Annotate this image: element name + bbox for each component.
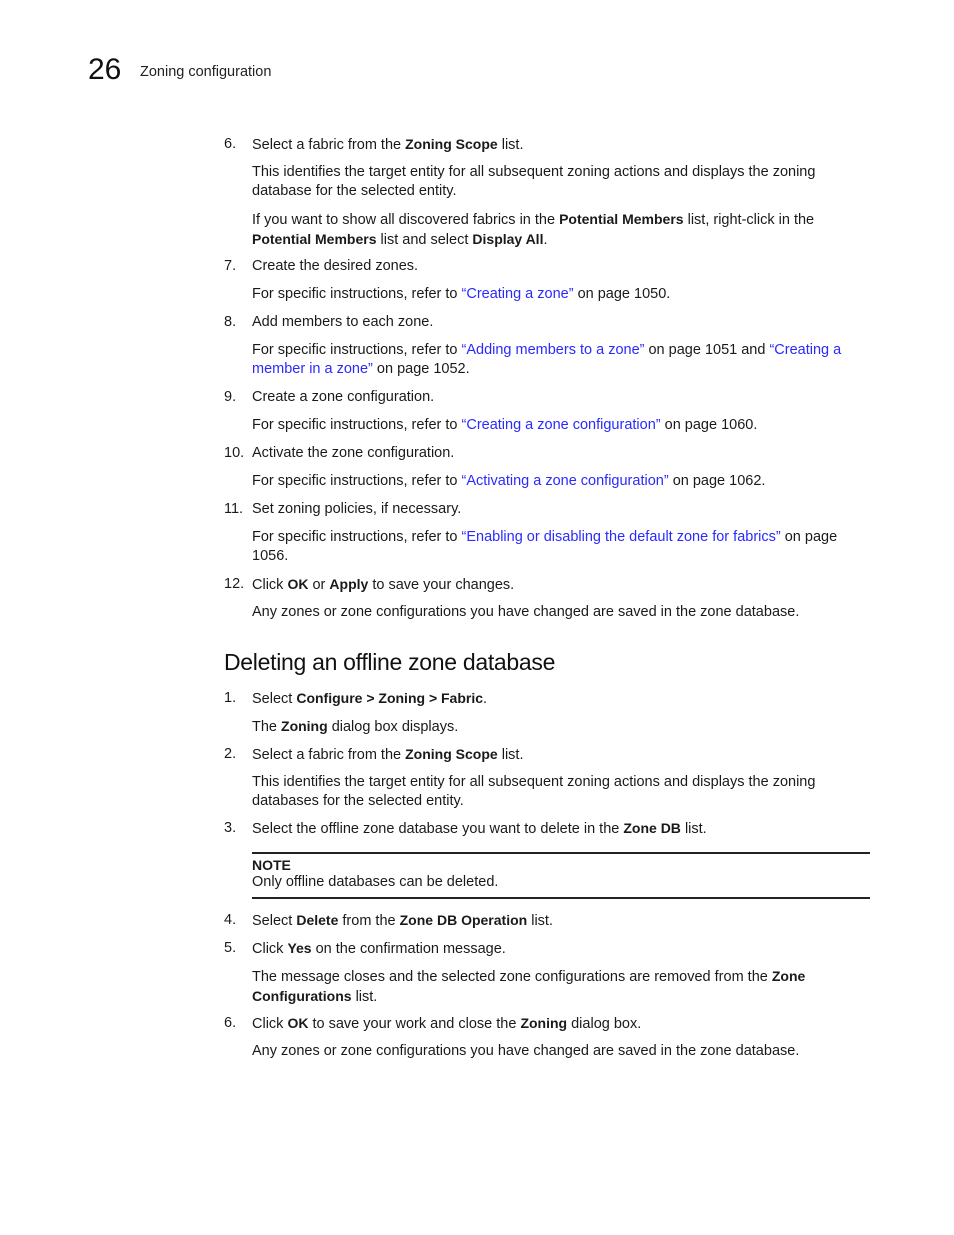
step-number: 9. <box>224 389 237 405</box>
section-heading: Deleting an offline zone database <box>224 649 556 675</box>
paragraph: For specific instructions, refer to “Creating a zone” on page 1050. <box>252 286 671 302</box>
link-adding-members[interactable]: “Adding members to a zone” <box>461 342 645 358</box>
step-number: 2. <box>224 746 237 762</box>
step-number: 11. <box>224 501 244 517</box>
step-text: Click OK or Apply to save your changes. <box>252 576 515 593</box>
step-number: 4. <box>224 912 237 928</box>
step-text: Select a fabric from the Zoning Scope list. <box>252 746 524 763</box>
step-number: 3. <box>224 820 237 836</box>
step-text: Select Delete from the Zone DB Operation list. <box>252 912 553 929</box>
link-creating-member[interactable]: “Creating a member in a zone” <box>252 342 842 377</box>
link-creating-zone-config[interactable]: “Creating a zone configuration” <box>461 417 661 433</box>
paragraph: The message closes and the selected zone configurations are removed from the Zone Configurations list. <box>252 968 806 1005</box>
paragraph: This identifies the target entity for all subsequent zoning actions and displays the zoning database for the selected entity. <box>252 164 816 199</box>
note-top-rule <box>252 852 870 854</box>
paragraph: Any zones or zone configurations you have changed are saved in the zone database. <box>252 604 800 620</box>
step-number: 8. <box>224 314 237 330</box>
step-number: 1. <box>224 690 237 706</box>
step-number: 7. <box>224 258 237 274</box>
step-text: Create a zone configuration. <box>252 389 435 405</box>
step-text: Click OK to save your work and close the Zoning dialog box. <box>252 1015 642 1032</box>
paragraph: For specific instructions, refer to “Enabling or disabling the default zone for fabrics” on page 1056. <box>252 529 838 564</box>
note-text: Only offline databases can be deleted. <box>252 874 499 890</box>
step-number: 6. <box>224 1015 237 1031</box>
paragraph: Any zones or zone configurations you have changed are saved in the zone database. <box>252 1043 800 1059</box>
paragraph: If you want to show all discovered fabrics in the Potential Members list, right-click in the Potential Members list and select Display All. <box>252 211 815 248</box>
step-number: 5. <box>224 940 237 956</box>
step-number: 10. <box>224 445 245 461</box>
link-default-zone[interactable]: “Enabling or disabling the default zone for fabrics” <box>461 529 781 545</box>
note-label: NOTE <box>252 857 291 873</box>
paragraph: For specific instructions, refer to “Adding members to a zone” on page 1051 and “Creating a member in a zone” on page 1052. <box>252 342 842 377</box>
step-text: Set zoning policies, if necessary. <box>252 501 462 517</box>
step-text: Create the desired zones. <box>252 258 419 274</box>
paragraph: For specific instructions, refer to “Creating a zone configuration” on page 1060. <box>252 417 758 433</box>
chapter-title: Zoning configuration <box>140 64 272 80</box>
paragraph: For specific instructions, refer to “Activating a zone configuration” on page 1062. <box>252 473 766 489</box>
paragraph: This identifies the target entity for all subsequent zoning actions and displays the zoning databases for the selected entity. <box>252 774 816 809</box>
step-number: 6. <box>224 136 237 152</box>
step-text: Click Yes on the confirmation message. <box>252 940 506 957</box>
step-text: Add members to each zone. <box>252 314 434 330</box>
step-number: 12. <box>224 576 245 592</box>
chapter-number: 26 <box>88 53 122 86</box>
link-creating-a-zone[interactable]: “Creating a zone” <box>461 286 574 302</box>
link-activating-zone-config[interactable]: “Activating a zone configuration” <box>461 473 669 489</box>
paragraph: The Zoning dialog box displays. <box>252 718 459 735</box>
step-text: Activate the zone configuration. <box>252 445 455 461</box>
step-text: Select Configure > Zoning > Fabric. <box>252 690 488 707</box>
note-bottom-rule <box>252 897 870 899</box>
step-text: Select a fabric from the Zoning Scope list. <box>252 136 524 153</box>
step-text: Select the offline zone database you want to delete in the Zone DB list. <box>252 820 707 837</box>
